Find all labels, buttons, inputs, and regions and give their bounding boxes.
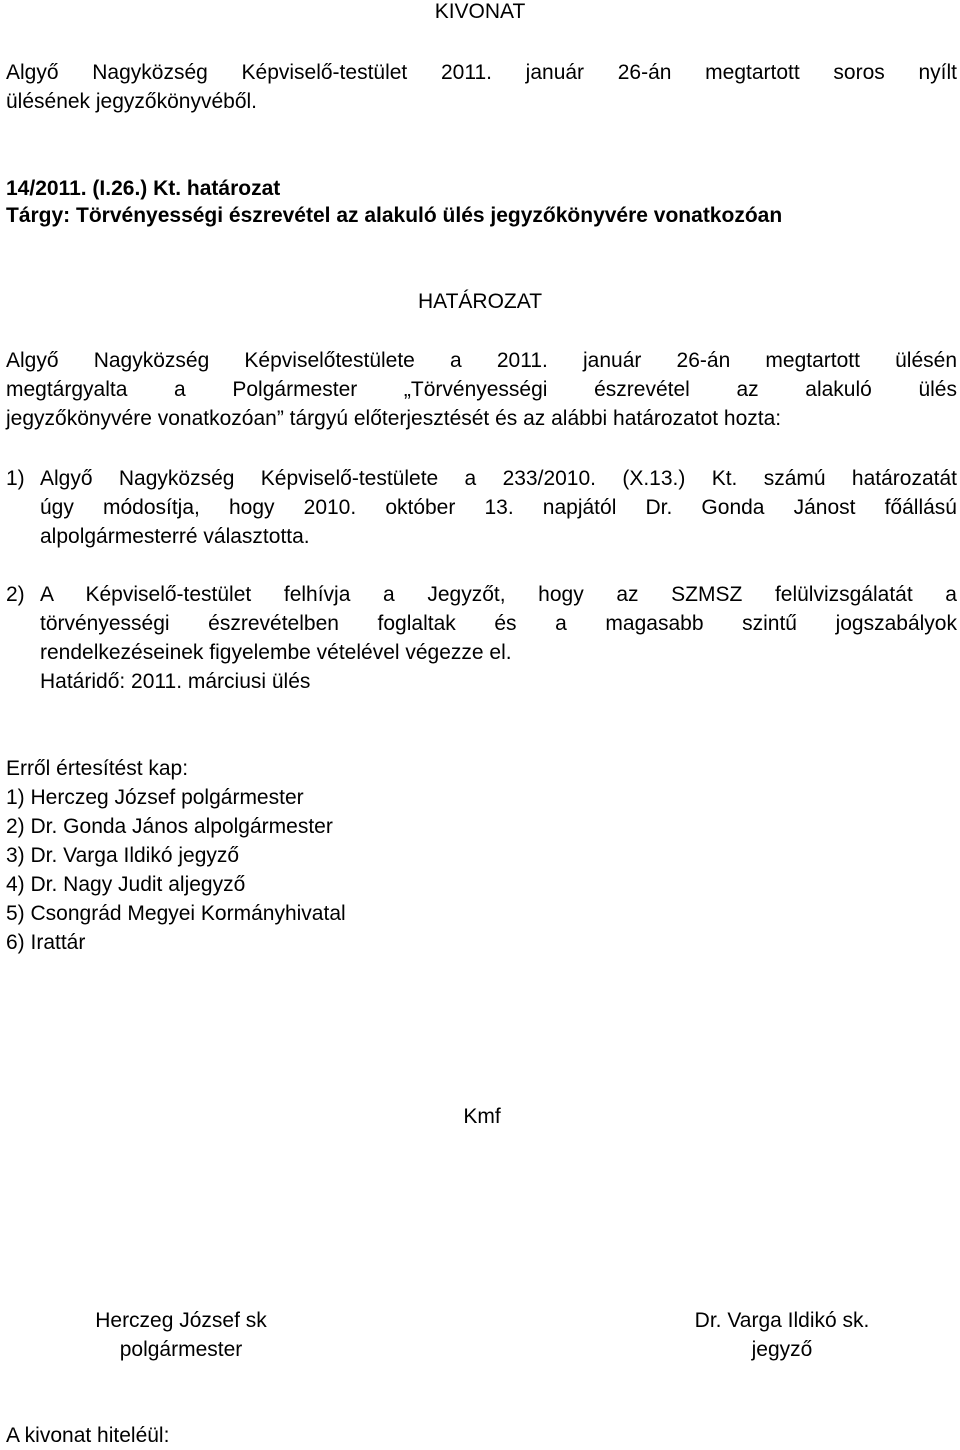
notification-item: 4) Dr. Nagy Judit aljegyző bbox=[6, 873, 246, 896]
point-2-deadline: Határidő: 2011. márciusi ülés bbox=[40, 670, 311, 693]
notification-heading: Erről értesítést kap: bbox=[6, 757, 189, 780]
intro-line-2: ülésének jegyzőkönyvéből. bbox=[6, 90, 257, 113]
notification-item: 2) Dr. Gonda János alpolgármester bbox=[6, 815, 333, 838]
resolution-subject bbox=[6, 201, 957, 230]
point-1-number: 1) bbox=[6, 467, 25, 490]
document-title: KIVONAT bbox=[434, 0, 526, 23]
point-1-line-3: alpolgármesterré választotta. bbox=[40, 525, 310, 548]
notification-item: 6) Irattár bbox=[6, 931, 86, 954]
signature-left-role: polgármester bbox=[119, 1338, 243, 1361]
resolution-subject-text: Tárgy: Törvényességi észrevétel az alakuló ülés jegyzőkönyvére vonatkozóan bbox=[6, 204, 783, 227]
resolution-body-line-2: megtárgyalta a Polgármester „Törvényességi észrevétel az alakuló ülés bbox=[6, 378, 957, 401]
signature-right-role: jegyző bbox=[751, 1338, 813, 1361]
point-2-line-3: rendelkezéseinek figyelembe vételével végezze el. bbox=[40, 641, 512, 664]
resolution-number-text: 14/2011. (I.26.) Kt. határozat bbox=[6, 177, 281, 200]
notification-item: 1) Herczeg József polgármester bbox=[6, 786, 304, 809]
point-2-number: 2) bbox=[6, 583, 25, 606]
certification-label: A kivonat hiteléül: bbox=[6, 1424, 170, 1447]
notification-item: 5) Csongrád Megyei Kormányhivatal bbox=[6, 902, 346, 925]
resolution-number bbox=[6, 174, 957, 203]
signature-left-name: Herczeg József sk bbox=[95, 1309, 267, 1332]
kmf-label: Kmf bbox=[463, 1105, 501, 1128]
resolution-heading: HATÁROZAT bbox=[417, 290, 543, 313]
intro-line-1: Algyő Nagyközség Képviselő-testület 2011. január 26-án megtartott soros nyílt bbox=[6, 61, 957, 84]
resolution-body-line-1: Algyő Nagyközség Képviselőtestülete a 2011. január 26-án megtartott ülésén bbox=[6, 349, 957, 372]
point-1-line-2: úgy módosítja, hogy 2010. október 13. napjától Dr. Gonda Jánost főállású bbox=[40, 496, 957, 519]
notification-item: 3) Dr. Varga Ildikó jegyző bbox=[6, 844, 240, 867]
point-1-line-1: Algyő Nagyközség Képviselő-testülete a 233/2010. (X.13.) Kt. számú határozatát bbox=[40, 467, 957, 490]
point-2-line-2: törvényességi észrevételben foglaltak és a magasabb szintű jogszabályok bbox=[40, 612, 957, 635]
point-2-line-1: A Képviselő-testület felhívja a Jegyzőt, hogy az SZMSZ felülvizsgálatát a bbox=[40, 583, 957, 606]
signature-right-name: Dr. Varga Ildikó sk. bbox=[694, 1309, 870, 1332]
resolution-body-line-3: jegyzőkönyvére vonatkozóan” tárgyú előterjesztését és az alábbi határozatot hozta: bbox=[6, 407, 782, 430]
